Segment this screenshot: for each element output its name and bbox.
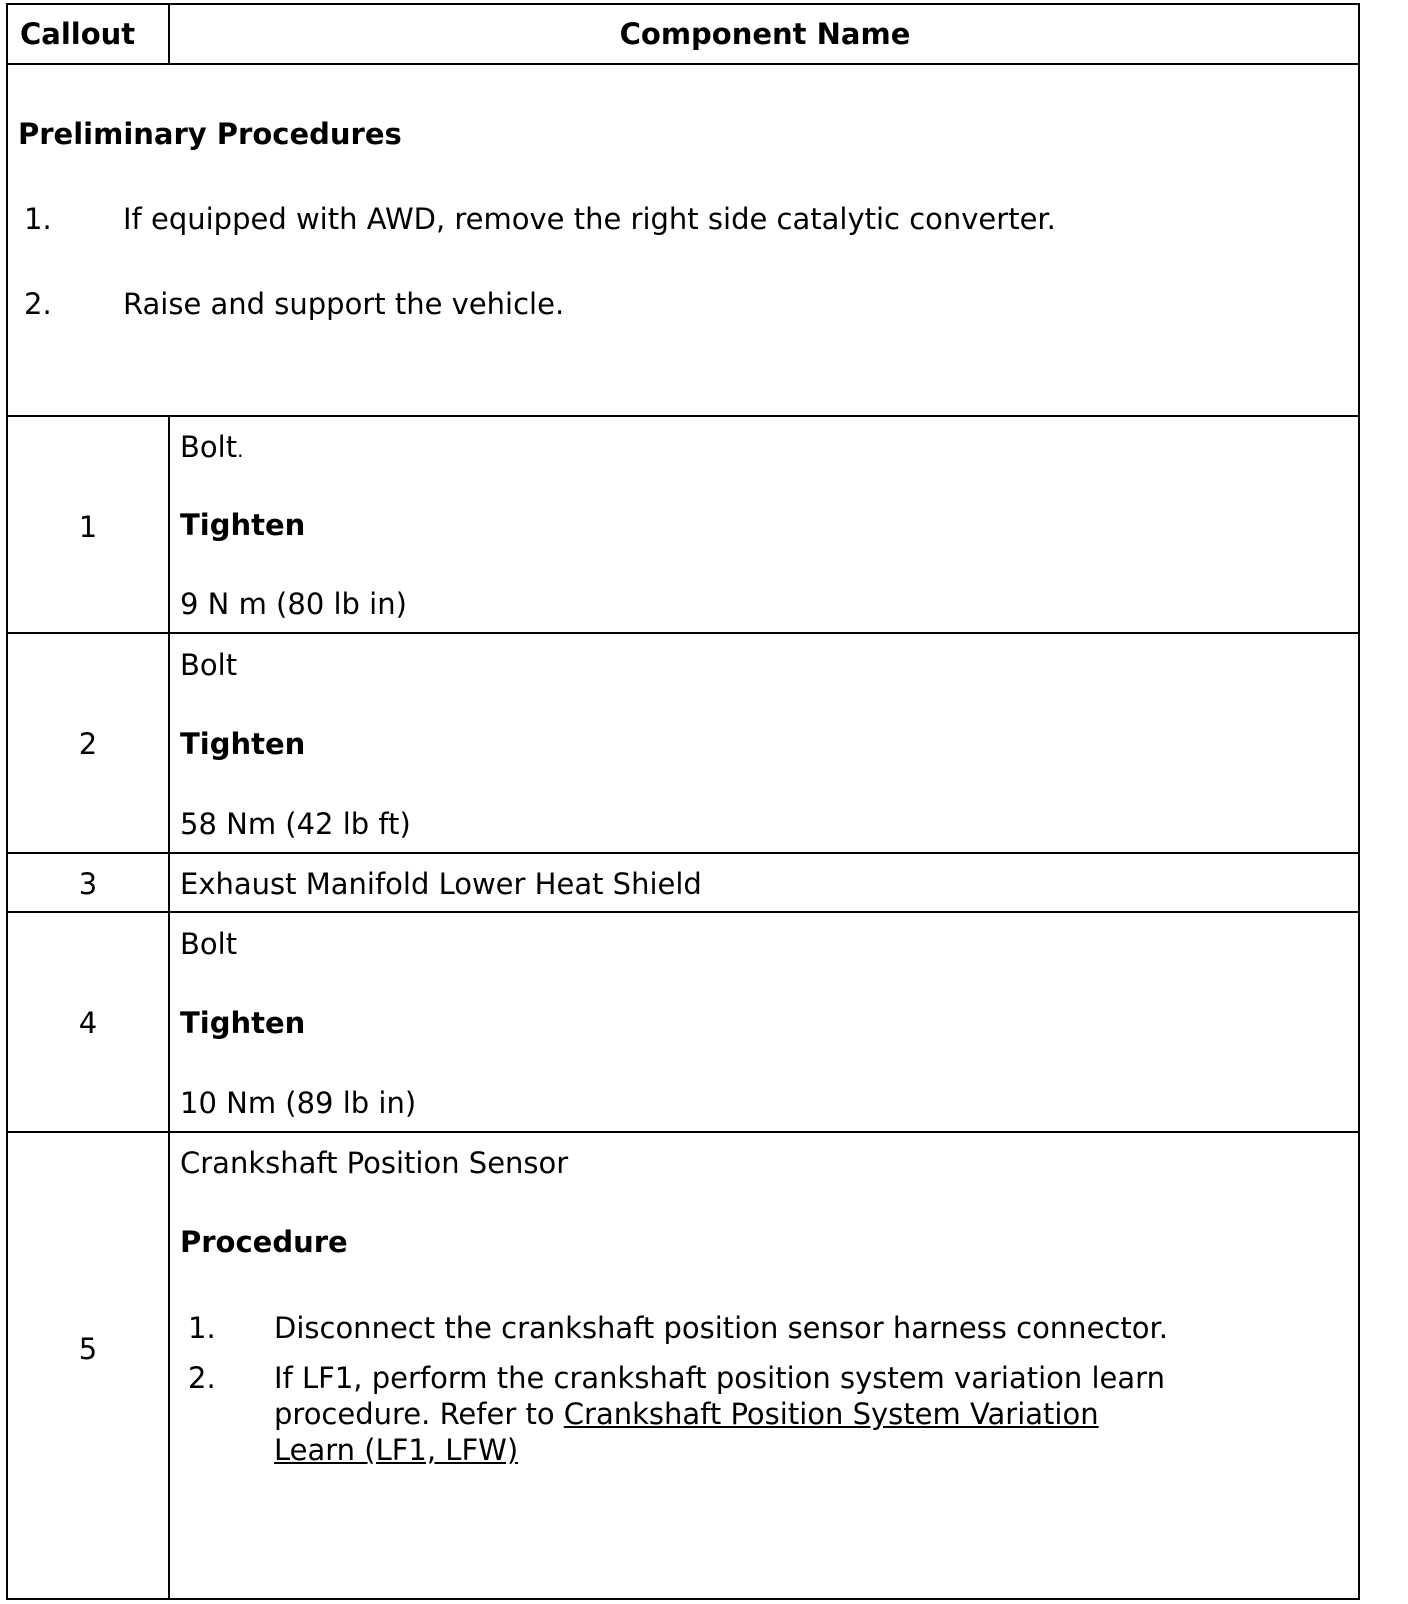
component-name: Bolt — [180, 648, 238, 682]
component-name: Bolt. — [180, 430, 244, 464]
callout-number: 3 — [78, 867, 98, 901]
procedure-step-text — [274, 1397, 1099, 1431]
row-divider — [8, 632, 1358, 634]
component-name: Crankshaft Position Sensor — [180, 1146, 569, 1180]
procedure-step-text: Disconnect the crankshaft position sensor harness connector. — [274, 1311, 1168, 1345]
preliminary-step-text: Raise and support the vehicle. — [123, 287, 565, 321]
row-divider — [8, 415, 1358, 417]
torque-value: 58 Nm (42 lb ft) — [180, 807, 411, 841]
row-divider — [8, 63, 1358, 65]
callout-number: 2 — [78, 727, 98, 761]
procedure-label: Procedure — [180, 1225, 348, 1259]
preliminary-step-text: If equipped with AWD, remove the right side catalytic converter. — [123, 202, 1056, 236]
row-divider — [8, 1131, 1358, 1133]
callout-number: 5 — [78, 1332, 98, 1366]
procedure-step-number: 2. — [188, 1361, 216, 1395]
header-callout: Callout — [20, 17, 136, 51]
column-divider — [168, 415, 170, 1598]
crankshaft-variation-learn-link[interactable]: Crankshaft Position System Variation — [563, 1397, 1099, 1431]
procedure-step-text — [274, 1433, 518, 1467]
refer-to-text: procedure. Refer to — [274, 1397, 564, 1431]
component-name: Exhaust Manifold Lower Heat Shield — [180, 867, 702, 901]
preliminary-title: Preliminary Procedures — [18, 117, 402, 151]
row-divider — [8, 852, 1358, 854]
procedure-step-text: If LF1, perform the crankshaft position system variation learn — [274, 1361, 1165, 1395]
tighten-label: Tighten — [180, 727, 306, 761]
preliminary-step-number: 2. — [24, 287, 52, 321]
torque-value: 10 Nm (89 lb in) — [180, 1086, 417, 1120]
torque-value: 9 N m (80 lb in) — [180, 587, 407, 621]
header-component-name: Component Name — [619, 17, 911, 51]
crankshaft-variation-learn-link[interactable]: Learn (LF1, LFW) — [274, 1433, 519, 1467]
tighten-label: Tighten — [180, 1006, 306, 1040]
preliminary-step-number: 1. — [24, 202, 52, 236]
tighten-label: Tighten — [180, 508, 306, 542]
procedure-step-number: 1. — [188, 1311, 216, 1345]
callout-number: 1 — [78, 510, 98, 544]
component-name: Bolt — [180, 927, 238, 961]
component-table — [6, 3, 1360, 1600]
row-divider — [8, 911, 1358, 913]
callout-number: 4 — [78, 1006, 98, 1040]
